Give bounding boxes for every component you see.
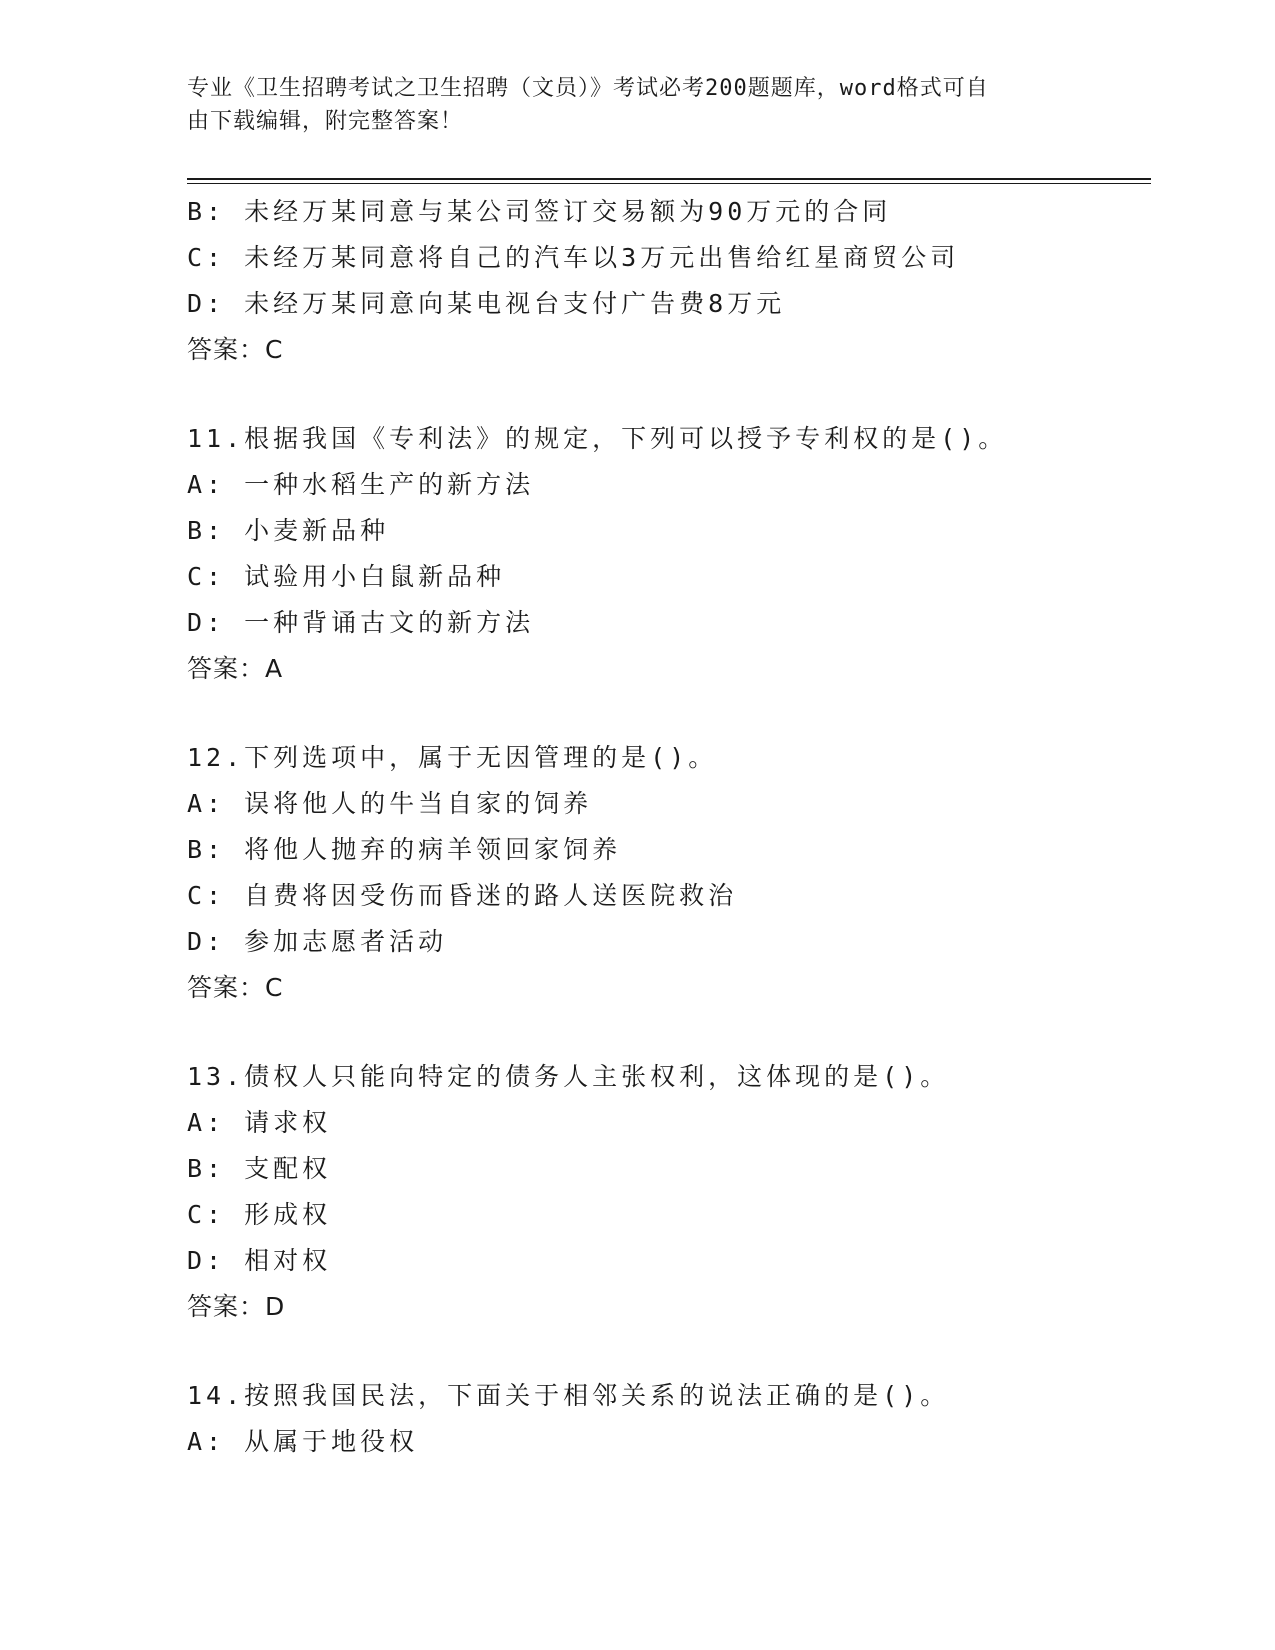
option-d: D: 参加志愿者活动 [187, 927, 448, 956]
spacer [187, 1330, 1147, 1373]
answer-line: 答案：C [187, 335, 284, 364]
answer-line: 答案：D [187, 1292, 286, 1321]
question-stem: 11.根据我国《专利法》的规定，下列可以授予专利权的是()。 [187, 424, 1008, 453]
question-stem: 12.下列选项中，属于无因管理的是()。 [187, 743, 718, 772]
question-list [187, 189, 1147, 1465]
option-b: B: 将他人抛弃的病羊领回家饲养 [187, 835, 622, 864]
spacer [187, 692, 1147, 735]
option-d: D: 相对权 [187, 1246, 332, 1275]
option-b: B: 未经万某同意与某公司签订交易额为90万元的合同 [187, 197, 892, 226]
option-a: A: 误将他人的牛当自家的饲养 [187, 789, 593, 818]
question-stem: 13.债权人只能向特定的债务人主张权利，这体现的是()。 [187, 1062, 950, 1091]
option-c: C: 形成权 [187, 1200, 332, 1229]
answer-line: 答案：A [187, 654, 284, 683]
option-b: B: 支配权 [187, 1154, 332, 1183]
answer-line: 答案：C [187, 973, 284, 1002]
header-divider-thick [187, 178, 1151, 180]
question-12 [187, 735, 1147, 1011]
option-d: D: 未经万某同意向某电视台支付广告费8万元 [187, 289, 786, 318]
option-a: A: 从属于地役权 [187, 1427, 419, 1456]
question-10-continued [187, 189, 1147, 373]
option-c: C: 自费将因受伤而昏迷的路人送医院救治 [187, 881, 738, 910]
option-c: C: 未经万某同意将自己的汽车以3万元出售给红星商贸公司 [187, 243, 960, 272]
header-line-2: 由下载编辑，附完整答案！ [187, 109, 464, 134]
header-line-1: 专业《卫生招聘考试之卫生招聘（文员）》考试必考200题题库，word格式可自 [187, 76, 989, 101]
option-b: B: 小麦新品种 [187, 516, 390, 545]
document-header [187, 72, 1067, 138]
question-13 [187, 1054, 1147, 1330]
option-d: D: 一种背诵古文的新方法 [187, 608, 535, 637]
option-a: A: 请求权 [187, 1108, 332, 1137]
option-a: A: 一种水稻生产的新方法 [187, 470, 535, 499]
option-c: C: 试验用小白鼠新品种 [187, 562, 506, 591]
question-11 [187, 416, 1147, 692]
spacer [187, 1011, 1147, 1054]
header-divider-thin [187, 183, 1151, 184]
question-14 [187, 1373, 1147, 1465]
spacer [187, 373, 1147, 416]
question-stem: 14.按照我国民法，下面关于相邻关系的说法正确的是()。 [187, 1381, 950, 1410]
